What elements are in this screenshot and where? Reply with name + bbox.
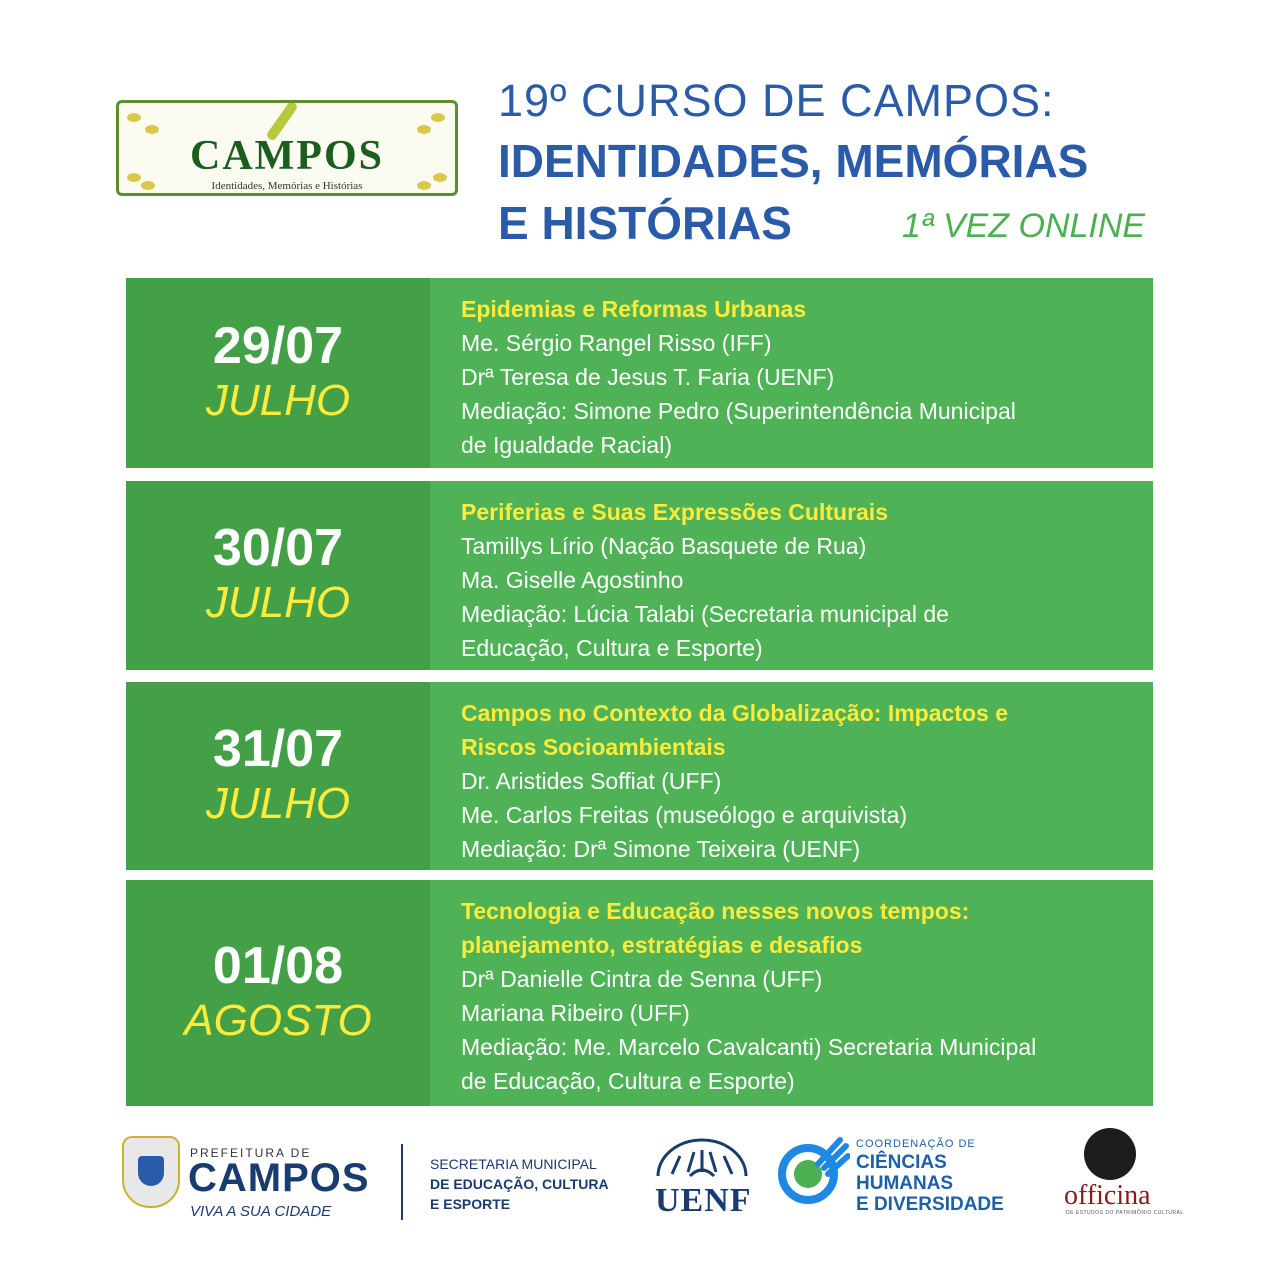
session-info [430, 880, 1153, 1106]
session-title: Campos no Contexto da Globalização: Impactos e [461, 700, 1008, 726]
session-title: Epidemias e Reformas Urbanas [461, 296, 807, 322]
coord-title [856, 1152, 1004, 1215]
session-line: Mediação: Drª Simone Teixeira (UENF) [461, 836, 861, 862]
session-line: Drª Teresa de Jesus T. Faria (UENF) [461, 364, 835, 390]
session-line: Drª Danielle Cintra de Senna (UFF) [461, 966, 823, 992]
session-line: Dr. Aristides Soffiat (UFF) [461, 768, 722, 794]
session-title: Riscos Socioambientais [461, 734, 726, 760]
date-block [126, 682, 430, 870]
session-month: AGOSTO [184, 995, 372, 1045]
session-line: Me. Sérgio Rangel Risso (IFF) [461, 330, 772, 356]
title-line-2: IDENTIDADES, MEMÓRIAS [498, 135, 1089, 187]
session-line: Me. Carlos Freitas (museólogo e arquivista) [461, 802, 908, 828]
secretaria-line: DE EDUCAÇÃO, CULTURA [430, 1176, 609, 1192]
session-line: de Educação, Cultura e Esporte) [461, 1068, 795, 1094]
officina-subtitle: DE ESTUDOS DO PATRIMÔNIO CULTURAL [1066, 1210, 1184, 1216]
session-title: Periferias e Suas Expressões Culturais [461, 499, 888, 525]
campos-logo [116, 100, 458, 196]
date-block [126, 278, 430, 468]
date-block [126, 481, 430, 670]
session-month: JULHO [205, 578, 351, 628]
officina-emblem-icon [1084, 1128, 1136, 1180]
coord-title-line: E DIVERSIDADE [856, 1194, 1004, 1215]
session-line: de Igualdade Racial) [461, 432, 672, 458]
session-row [126, 682, 1153, 870]
prefeitura-crest-icon [122, 1136, 180, 1208]
session-title: planejamento, estratégias e desafios [461, 932, 863, 958]
session-info [430, 278, 1153, 468]
session-month: JULHO [205, 778, 351, 828]
globe-hand-icon [778, 1134, 850, 1206]
session-line: Mariana Ribeiro (UFF) [461, 1000, 690, 1026]
footer-divider [401, 1144, 403, 1220]
session-info [430, 682, 1153, 870]
logo-subtitle: Identidades, Memórias e Histórias [211, 180, 363, 192]
session-info [430, 481, 1153, 670]
session-line: Mediação: Lúcia Talabi (Secretaria municipal de [461, 601, 949, 627]
coord-label: COORDENAÇÃO DE [856, 1138, 976, 1150]
session-date: 31/07 [212, 719, 344, 778]
session-line: Tamillys Lírio (Nação Basquete de Rua) [461, 533, 867, 559]
online-badge: 1ª VEZ ONLINE [902, 207, 1146, 245]
prefeitura-name: CAMPOS [188, 1156, 370, 1200]
title-line-1: 19º CURSO DE CAMPOS: [498, 75, 1055, 126]
session-line: Educação, Cultura e Esporte) [461, 635, 763, 661]
secretaria-line: SECRETARIA MUNICIPAL [430, 1156, 597, 1172]
officina-logo-text: officina [1064, 1180, 1151, 1211]
session-row [126, 278, 1153, 468]
session-line: Mediação: Me. Marcelo Cavalcanti) Secretaria Municipal [461, 1034, 1037, 1060]
coord-title-line: HUMANAS [856, 1173, 954, 1194]
session-date: 29/07 [212, 316, 344, 375]
session-date: 01/08 [212, 936, 344, 995]
logo-word: CAMPOS [190, 133, 384, 179]
coord-title-line: CIÊNCIAS [856, 1152, 947, 1173]
uenf-logo-text: UENF [655, 1182, 752, 1219]
prefeitura-label: PREFEITURA DE [190, 1146, 312, 1160]
session-row [126, 481, 1153, 670]
session-month: JULHO [205, 375, 351, 425]
date-block [126, 880, 430, 1106]
secretaria-line: E ESPORTE [430, 1196, 511, 1212]
session-date: 30/07 [212, 519, 344, 578]
session-row [126, 880, 1153, 1106]
session-title: Tecnologia e Educação nesses novos tempos: [461, 898, 970, 924]
session-line: Mediação: Simone Pedro (Superintendência Municipal [461, 398, 1016, 424]
session-line: Ma. Giselle Agostinho [461, 567, 684, 593]
title-line-3: E HISTÓRIAS [498, 197, 792, 249]
prefeitura-tagline: VIVA A SUA CIDADE [190, 1203, 332, 1220]
